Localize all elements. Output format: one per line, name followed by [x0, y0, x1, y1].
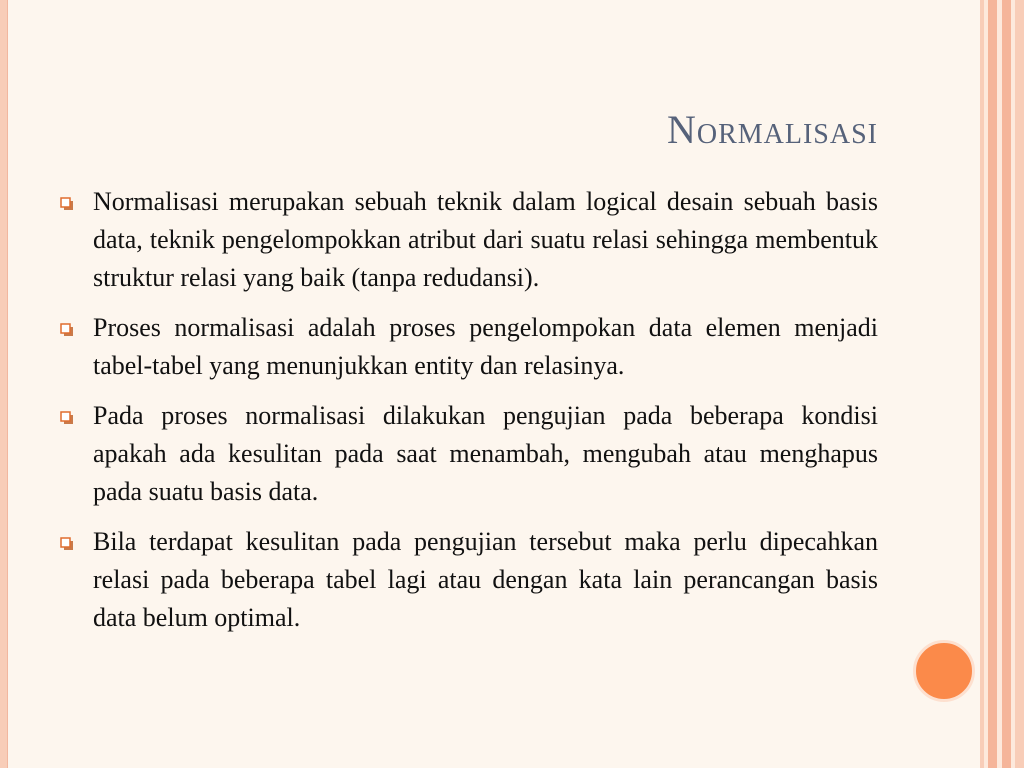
bullet-text: Normalisasi merupakan sebuah teknik dalam logical desain sebuah basis data, teknik pengelompokkan atribut dari suatu relasi sehingga membentuk struktur relasi yang baik (tanpa redudansi).	[93, 187, 878, 292]
square-bullet-icon	[60, 309, 93, 337]
list-item	[60, 397, 878, 511]
bullet-text: Proses normalisasi adalah proses pengelompokan data elemen menjadi tabel-tabel yang menunjukkan entity dan relasinya.	[93, 313, 878, 380]
square-bullet-icon	[60, 183, 93, 211]
right-stripes-decoration	[980, 0, 1024, 768]
orange-circle-decoration	[913, 640, 975, 702]
left-border-decoration	[0, 0, 7, 768]
list-item	[60, 309, 878, 385]
list-item	[60, 183, 878, 297]
slide-title: Normalisasi	[666, 107, 878, 152]
bullet-text: Pada proses normalisasi dilakukan pengujian pada beberapa kondisi apakah ada kesulitan pada saat menambah, mengubah atau menghapus pada suatu basis data.	[93, 401, 878, 506]
bullet-text: Bila terdapat kesulitan pada pengujian tersebut maka perlu dipecahkan relasi pada beberapa tabel lagi atau dengan kata lain perancangan basis data belum optimal.	[93, 527, 878, 632]
square-bullet-icon	[60, 523, 93, 551]
list-item	[60, 523, 878, 637]
bullet-list	[60, 183, 878, 649]
square-bullet-icon	[60, 397, 93, 425]
